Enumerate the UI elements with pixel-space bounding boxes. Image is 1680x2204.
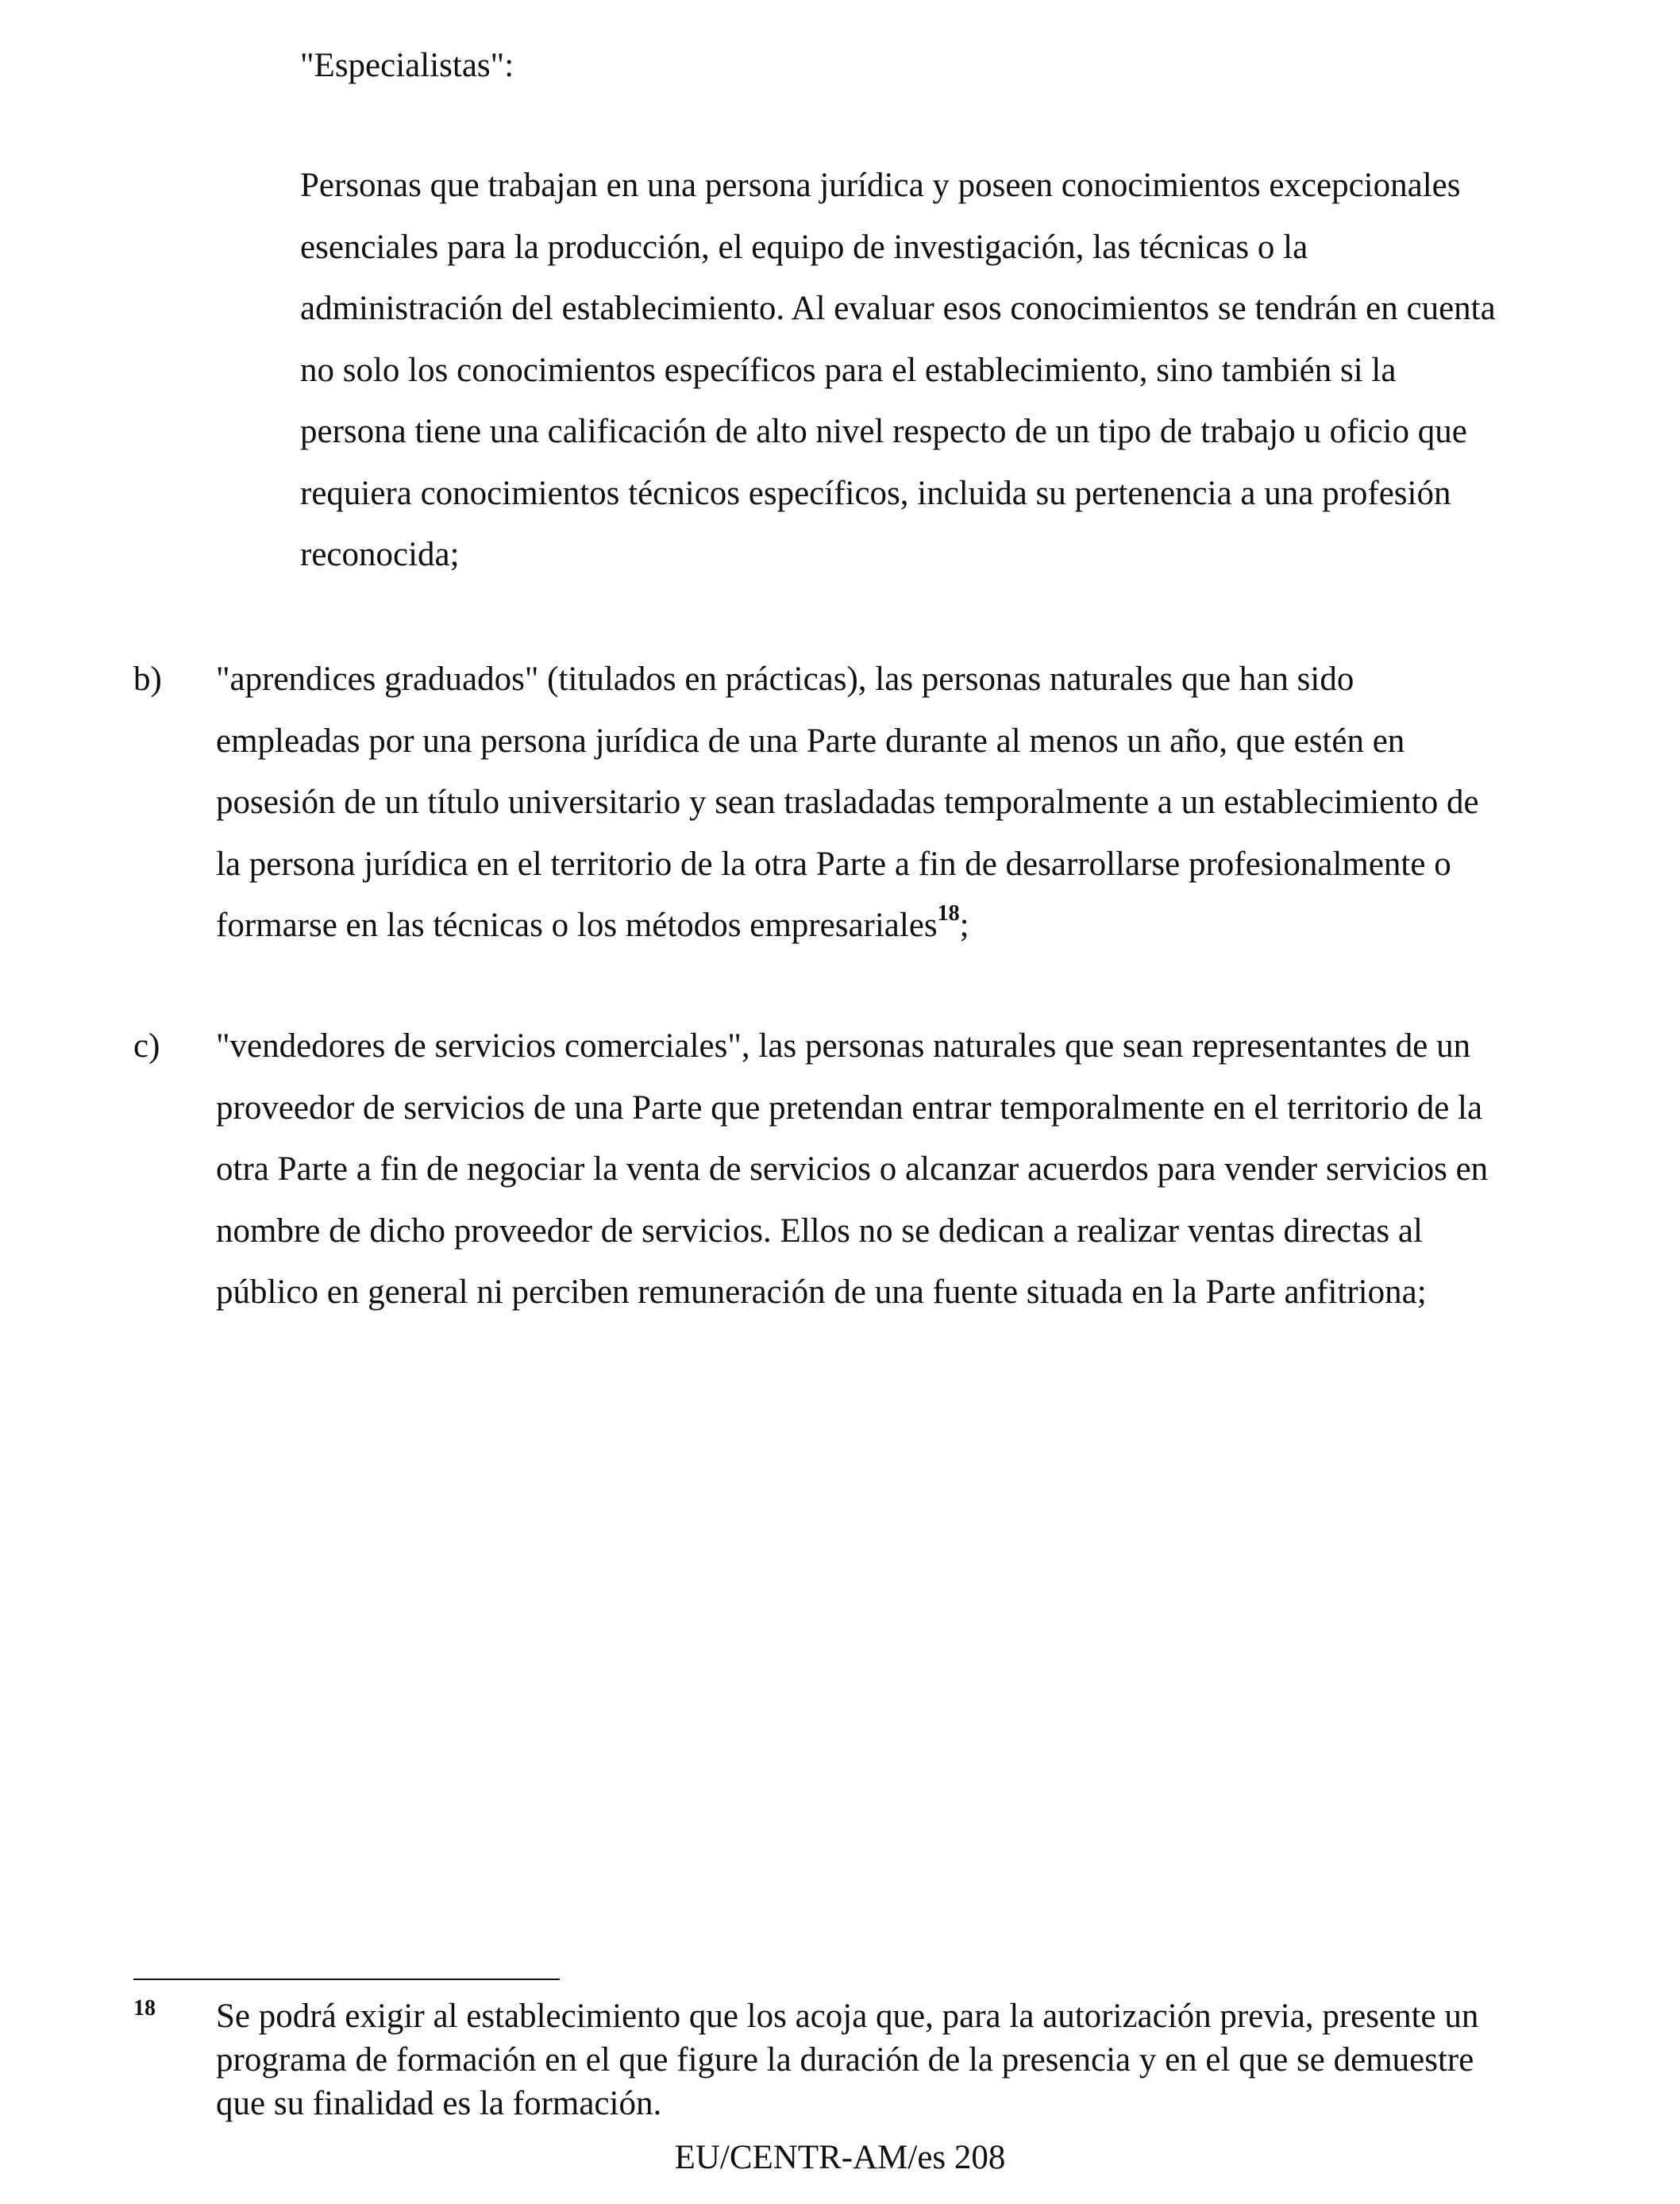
footnote-line: que su finalidad es la formación.	[216, 2085, 662, 2122]
footnote-separator	[133, 1979, 560, 1980]
paragraph-line: requiera conocimientos técnicos específicos, incluida su pertenencia a una profesión	[300, 474, 1451, 512]
paragraph-line: "vendedores de servicios comerciales", las personas naturales que sean representantes de un	[216, 1027, 1471, 1065]
paragraph-line: reconocida;	[300, 536, 460, 573]
paragraph-line: persona tiene una calificación de alto nivel respecto de un tipo de trabajo u oficio que	[300, 413, 1467, 450]
paragraph-line: administración del establecimiento. Al evaluar esos conocimientos se tendrán en cuenta	[300, 290, 1496, 327]
paragraph-line: nombre de dicho proveedor de servicios. Ellos no se dedican a realizar ventas directas al	[216, 1212, 1423, 1250]
list-item-body	[216, 1015, 1488, 1324]
list-item-label: b)	[133, 661, 162, 698]
paragraph-line: otra Parte a fin de negociar la venta de servicios o alcanzar acuerdos para vender servicios en	[216, 1150, 1489, 1188]
footnote-line: Se podrá exigir al establecimiento que los acoja que, para la autorización previa, presente un	[216, 1998, 1479, 2035]
footnote-text	[216, 1994, 1478, 2125]
paragraph-line: empleadas por una persona jurídica de una Parte durante al menos un año, que estén en	[216, 722, 1405, 760]
footnote-reference[interactable]: 18	[937, 901, 960, 926]
list-item-label: c)	[133, 1027, 160, 1065]
paragraph-line	[216, 895, 1479, 957]
page-reference: EU/CENTR-AM/es 208	[674, 2139, 1006, 2176]
paragraph-line: esenciales para la producción, el equipo de investigación, las técnicas o la	[300, 228, 1308, 266]
paragraph-line: posesión de un título universitario y sean trasladadas temporalmente a un establecimiento de	[216, 784, 1479, 821]
paragraph-line-text: formarse en las técnicas o los métodos empresariales	[216, 907, 938, 944]
footnote-number: 18	[133, 1996, 156, 2021]
footnote-line: programa de formación en el que figure la duración de la presencia y en el que se demuestre	[216, 2041, 1474, 2079]
punctuation: ;	[959, 907, 969, 944]
list-item-body	[216, 649, 1479, 957]
paragraph-line: Personas que trabajan en una persona jurídica y poseen conocimientos excepcionales	[300, 167, 1461, 204]
paragraph-line: proveedor de servicios de una Parte que pretendan entrar temporalmente en el territorio de la	[216, 1089, 1483, 1127]
paragraph-line: la persona jurídica en el territorio de la otra Parte a fin de desarrollarse profesionalmente o	[216, 845, 1451, 883]
specialists-definition	[300, 155, 1496, 586]
paragraph-line: público en general ni perciben remuneración de una fuente situada en la Parte anfitriona;	[216, 1273, 1427, 1311]
paragraph-line: "aprendices graduados" (titulados en prácticas), las personas naturales que han sido	[216, 661, 1354, 698]
paragraph-line: no solo los conocimientos específicos para el establecimiento, sino también si la	[300, 351, 1397, 389]
specialists-heading: "Especialistas":	[300, 47, 514, 84]
